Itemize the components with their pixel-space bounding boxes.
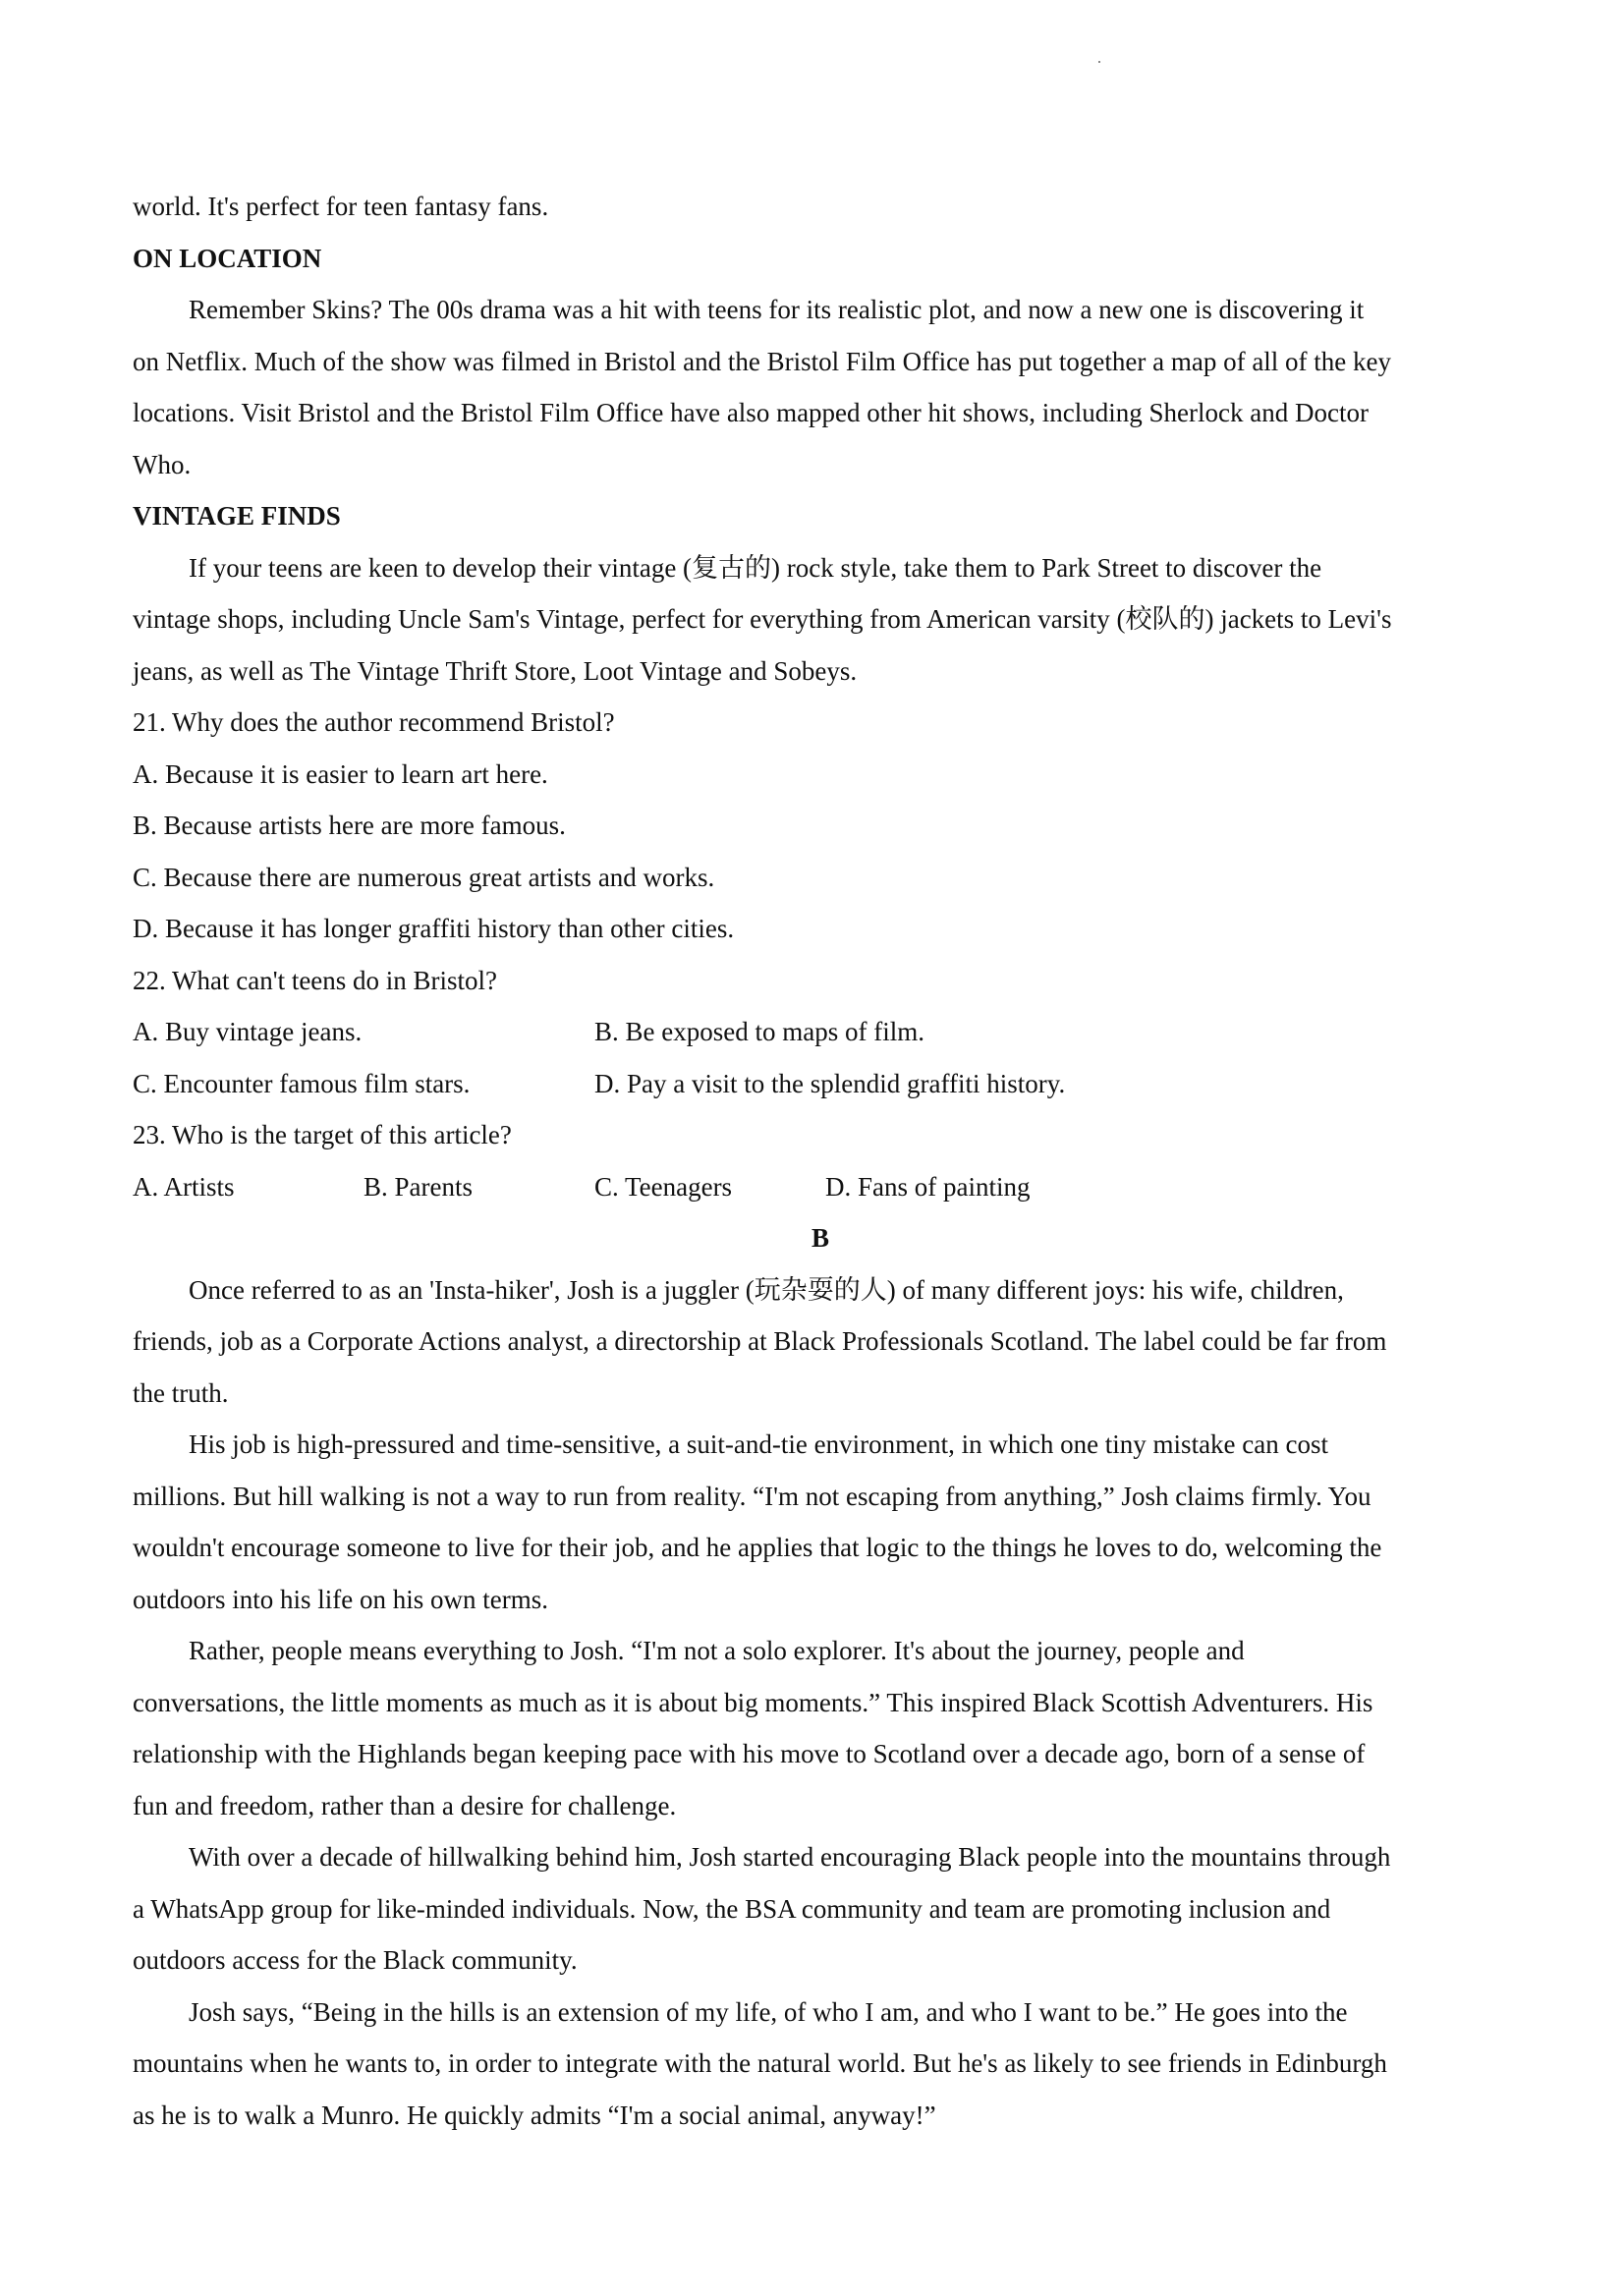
text-line: wouldn't encourage someone to live for their job, and he applies that logic to the things he loves to do, welcoming the [133, 1533, 1382, 1562]
text-line: vintage shops, including Uncle Sam's Vintage, perfect for everything from American varsity (校队的) jackets to Levi's [133, 604, 1392, 634]
options-row-2 [133, 1058, 1508, 1110]
option-a: A. Because it is easier to learn art here. [133, 758, 548, 789]
section-heading-on-location: ON LOCATION [133, 243, 322, 273]
text-line: outdoors access for the Black community. [133, 1945, 578, 1975]
option-b: B. Be exposed to maps of film. [594, 1017, 924, 1046]
option-d: D. Fans of painting [825, 1171, 1031, 1202]
option-b: B. Because artists here are more famous. [133, 811, 566, 840]
text-line: friends, job as a Corporate Actions analyst, a directorship at Black Professionals Scotland. The label could be far from [133, 1326, 1387, 1356]
option-c: C. Teenagers [594, 1171, 733, 1202]
text-line: If your teens are keen to develop their vintage (复古的) rock style, take them to Park Street to discover the [189, 552, 1322, 583]
text-line: conversations, the little moments as much as it is about big moments.” This inspired Black Scottish Adventurers. His [133, 1687, 1373, 1717]
document-body [133, 181, 1508, 2141]
paragraph-on-location [133, 284, 1508, 490]
question-21 [133, 697, 1508, 955]
question-22 [133, 955, 1508, 1110]
text-line: as he is to walk a Munro. He quickly admits “I'm a social animal, anyway!” [133, 2100, 936, 2130]
text-line: His job is high-pressured and time-sensitive, a suit-and-tie environment, in which one tiny mistake can cost [189, 1429, 1328, 1459]
option-a: A. Buy vintage jeans. [133, 1017, 363, 1046]
text-line: Josh says, “Being in the hills is an extension of my life, of who I am, and who I want to be.” He goes into the [189, 1996, 1348, 2027]
paragraph-vintage-finds [133, 542, 1508, 698]
text-line: relationship with the Highlands began keeping pace with his move to Scotland over a decade ago, born of a sense of [133, 1739, 1366, 1768]
paragraph-b-2 [133, 1419, 1508, 1625]
option-c: C. Because there are numerous great artists and works. [133, 862, 715, 892]
text-line: Remember Skins? The 00s drama was a hit with teens for its realistic plot, and now a new one is discovering it [189, 295, 1365, 324]
text-line: With over a decade of hillwalking behind him, Josh started encouraging Black people into the mountains through [189, 1842, 1391, 1872]
text-line: locations. Visit Bristol and the Bristol Film Office have also mapped other hit shows, including Sherlock and Doctor [133, 398, 1369, 427]
section-heading-vintage-finds: VINTAGE FINDS [133, 501, 341, 531]
section-label-b: B [811, 1223, 829, 1253]
options-row-1 [133, 1006, 1508, 1058]
question-23 [133, 1109, 1508, 1212]
question-stem: 22. What can't teens do in Bristol? [133, 965, 498, 995]
text-line: jeans, as well as The Vintage Thrift Store, Loot Vintage and Sobeys. [133, 655, 858, 686]
option-b: B. Parents [364, 1171, 473, 1202]
option-d: D. Because it has longer graffiti history than other cities. [133, 914, 735, 943]
text-line: outdoors into his life on his own terms. [133, 1584, 548, 1614]
text-line: millions. But hill walking is not a way to run from reality. “I'm not escaping from anything,” Josh claims firmly. You [133, 1481, 1371, 1511]
paragraph-b-5 [133, 1987, 1508, 2142]
options-row [133, 1161, 1508, 1213]
text-line: fun and freedom, rather than a desire for challenge. [133, 1790, 677, 1820]
scan-speck [1098, 61, 1100, 63]
option-a: A. Artists [133, 1171, 235, 1202]
paragraph-b-1 [133, 1264, 1508, 1420]
option-c: C. Encounter famous film stars. [133, 1068, 471, 1098]
intro-tail: world. It's perfect for teen fantasy fans. [133, 192, 549, 221]
text-line: on Netflix. Much of the show was filmed in Bristol and the Bristol Film Office has put together a map of all of the key [133, 346, 1392, 376]
text-line: Who. [133, 449, 192, 479]
text-line: a WhatsApp group for like-minded individuals. Now, the BSA community and team are promoting inclusion and [133, 1893, 1331, 1924]
paragraph-b-4 [133, 1831, 1508, 1987]
text-line: Rather, people means everything to Josh. “I'm not a solo explorer. It's about the journey, people and [189, 1636, 1245, 1665]
paragraph-b-3 [133, 1625, 1508, 1831]
text-line: mountains when he wants to, in order to integrate with the natural world. But he's as likely to see friends in Edinburgh [133, 2048, 1387, 2078]
question-stem: 23. Who is the target of this article? [133, 1120, 512, 1149]
question-stem: 21. Why does the author recommend Bristol? [133, 707, 615, 737]
text-line: Once referred to as an 'Insta-hiker', Josh is a juggler (玩杂耍的人) of many different joys: his wife, children, [189, 1274, 1344, 1305]
text-line: the truth. [133, 1377, 229, 1408]
option-d: D. Pay a visit to the splendid graffiti history. [594, 1068, 1066, 1098]
